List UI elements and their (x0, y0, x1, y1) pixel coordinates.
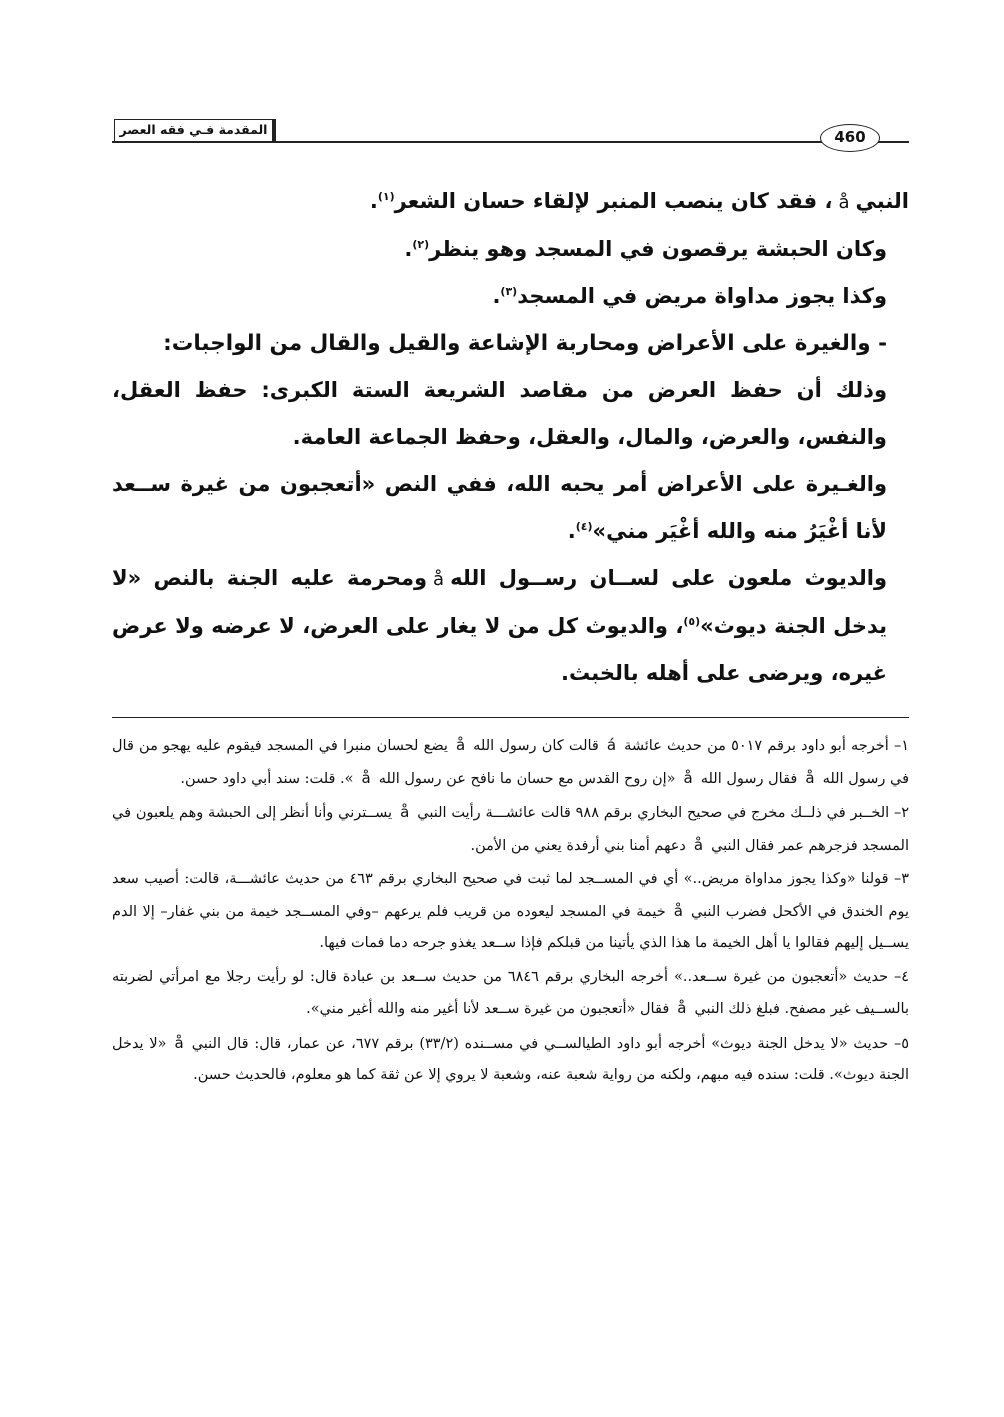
honorific-glyph: å (361, 768, 371, 787)
honorific-glyph: å (174, 1033, 184, 1052)
paragraph-4: وذلك أن حفظ العرض من مقاصد الشريعة الستة الكبرى: حفظ العقل، والنفس، والعرض، والمال، والعقل، وحفظ الجماعة العامة. (112, 378, 887, 449)
subheading: - والغيرة على الأعراض ومحاربة الإشاعة والقيل والقال من الواجبات: (163, 331, 887, 356)
running-title: المقدمة فـي فقه العصر (114, 119, 276, 141)
main-text (112, 178, 909, 697)
footnote-2: ٢– الخــبر في ذلــك مخرج في صحيح البخاري برقم ٩٨٨ قالت عائشـــة رأيت النبيåيســترني وأنا أنظر إلى الحبشة وهم يلعبون في المسجد فزجرهم عمر فقال النبيåدعهم أمنا بني أرفدة يعني من الأمن. (112, 803, 909, 854)
footnote-4: ٤– حديث «أتعجبون من غيرة ســعد..» أخرجه البخاري برقم ٦٨٤٦ من حديث ســعد بن عبادة قال: لو رأيت رجلا مع امرأتي لضربته بالســيف غير مصفح. فبلغ ذلك النبيåفقال «أتعجبون من غيرة ســعد لأنا أغير منه والله أغير مني». (112, 968, 910, 1017)
honorific-glyph: å (400, 803, 410, 821)
footnote-ref: (٢) (412, 238, 430, 251)
footnotes (112, 730, 909, 1094)
footnote-5: ٥– حديث «لا يدخل الجنة ديوث» أخرجه أبو داود الطيالســي في مســنده (٣٣/٢) برقم ٦٧٧، عن عمار، قال: قال النبيå«لا يدخل الجنة ديوث». قلت: سنده فيه مبهم، ولكنه من رواية شعبة عنه، وشعبة لا يروي إلا عن ثقة كما هو معلوم، فالحديث حسن. (112, 1033, 909, 1083)
paragraph-5: والغـيرة على الأعراض أمر يحبه الله، ففي النص «أتعجبون من غيرة ســعد لأنا أغْيَرُ منه والله أغْيَر مني»$^{(٤)}$. (112, 472, 887, 543)
footnote-1: ١– أخرجه أبو داود برقم ٥٠١٧ من حديث عائشةáقالت كان رسول اللهåيضع لحسان منبرا في المسجد فيقوم عليه يهجو من قال في رسول اللهåفقال رسول اللهå«إن روح القدس مع حسان ما نافح عن رسول اللهå». قلت: سند أبي داود حسن. (112, 736, 909, 787)
paragraph-1: النبيå، فقد كان ينصب المنبر لإلقاء حسان الشعر$^{(١)}$. (369, 189, 909, 213)
honorific-glyph: å (677, 999, 687, 1017)
honorific-glyph: á (606, 736, 617, 754)
paragraph-2: وكان الحبشة يرقصون في المسجد وهو ينظر$^{(٢)}$. (404, 237, 887, 261)
honorific-glyph: å (683, 768, 693, 787)
footnote-separator (112, 717, 909, 718)
footnote-3: ٣– قولنا «وكذا يجوز مداواة مريض..» أي في المســجد لما ثبت في صحيح البخاري برقم ٤٦٣ من حديث عائشـــة، قالت: أصيب سعد يوم الخندق في الأكحل فضرب النبيåخيمة في المسجد ليعوده من قريب فلم يرعهم –وفي المســجد خيمة من بني غفار– إلا الدم يســيل إليهم فقالوا يا أهل الخيمة ما هذا الذي يأتينا من قبلكم فإذا ســعد يغذو جرحه دما فمات فيها. (112, 871, 909, 951)
honorific-glyph: å (805, 768, 815, 787)
paragraph-6: والديوث ملعون على لســان رســول اللهåومحرمة عليه الجنة بالنص «لا يدخل الجنة ديوث»$^{(٥)}$، والديوث كل من لا يغار على العرض، لا عرضه ولا عرض غيره، ويرضى على أهله بالخبث. (112, 566, 887, 685)
header-rule (112, 141, 909, 143)
footnote-ref: (٣) (500, 285, 518, 298)
page-number: 460 (820, 124, 880, 152)
footnote-ref: (٥) (683, 615, 701, 628)
honorific-glyph: å (673, 901, 683, 920)
honorific-glyph: å (455, 736, 466, 754)
honorific-glyph: å (693, 835, 704, 854)
honorific-glyph: å (838, 192, 850, 213)
honorific-glyph: å (433, 569, 445, 590)
paragraph-3: وكذا يجوز مداواة مريض في المسجد$^{(٣)}$. (492, 284, 887, 308)
footnote-ref: (١) (377, 190, 395, 203)
footnote-ref: (٤) (575, 520, 593, 533)
